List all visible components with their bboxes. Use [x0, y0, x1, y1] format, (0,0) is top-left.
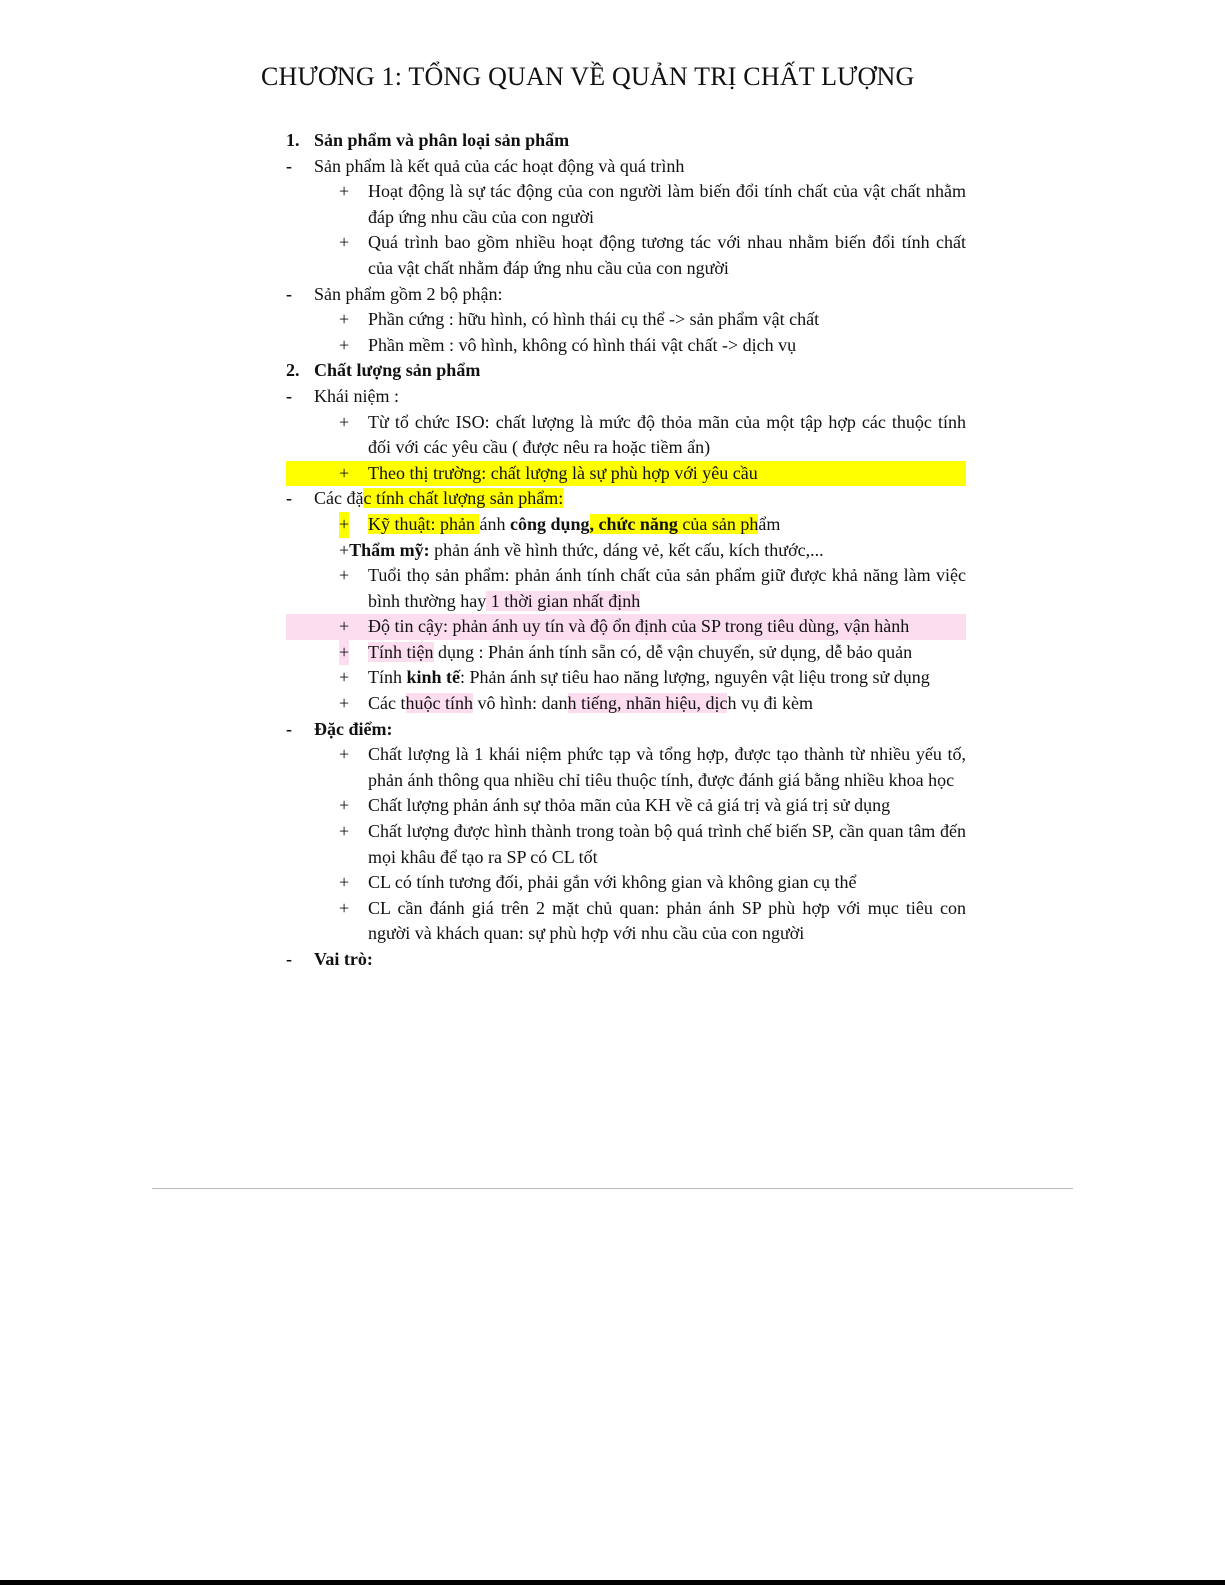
- highlighted-sub-list-item: [286, 614, 966, 640]
- plus-bullet: +: [339, 565, 350, 586]
- highlighted-text: 1 thời gian nhất định: [486, 590, 641, 611]
- sub-list-item: [286, 333, 966, 359]
- item-text: Sản phẩm gồm 2 bộ phận:: [314, 283, 503, 304]
- item-text: Từ tổ chức ISO: chất lượng là mức độ thỏa mãn của một tập hợp các thuộc tính đối với các yêu cầu ( được nêu ra hoặc tiềm ẩn): [368, 411, 966, 458]
- sub-list-item: [286, 870, 966, 896]
- highlighted-text: huộc tính: [405, 693, 473, 714]
- item-text: CL có tính tương đối, phải gắn với không gian và không gian cụ thể: [368, 872, 857, 893]
- dash-bullet: -: [286, 949, 292, 969]
- item-text-prefix: Các đặ: [314, 488, 364, 509]
- item-text: h vụ đi kèm: [727, 693, 813, 714]
- section-heading-2: [286, 358, 966, 384]
- item-text: Sản phẩm là kết quả của các hoạt động và quá trình: [314, 155, 685, 176]
- item-text: Quá trình bao gồm nhiều hoạt động tương tác với nhau nhằm biến đổi tính chất của vật chất nhằm đáp ứng nhu cầu của con người: [368, 232, 966, 278]
- highlighted-sub-list-item: [286, 461, 966, 487]
- list-item: [286, 947, 966, 973]
- plus-bullet: +: [339, 640, 349, 666]
- sub-list-item: [286, 742, 966, 793]
- list-item: [286, 717, 966, 743]
- sub-list-item: [286, 230, 966, 281]
- item-text: ẩm: [758, 513, 781, 534]
- dash-bullet: -: [286, 283, 292, 304]
- highlighted-text: Tính tiện: [368, 641, 434, 662]
- item-text: Hoạt động là sự tác động của con người làm biến đổi tính chất của vật chất nhằm đáp ứng nhu cầu của con người: [368, 181, 966, 227]
- sub-list-item: [286, 538, 966, 564]
- item-text: Tính: [368, 667, 407, 688]
- item-text: Chất lượng phản ánh sự thỏa mãn của KH về cả giá trị và giá trị sử dụng: [368, 795, 891, 816]
- page-title: CHƯƠNG 1: TỔNG QUAN VỀ QUẢN TRỊ CHẤT LƯỢNG: [261, 62, 915, 91]
- item-text: Vai trò:: [314, 949, 373, 969]
- plus-bullet: +: [339, 744, 350, 765]
- dash-bullet: -: [286, 155, 292, 176]
- list-item: [286, 384, 966, 410]
- sub-list-item: [286, 640, 966, 666]
- item-text: Phần mềm : vô hình, không có hình thái vật chất -> dịch vụ: [368, 334, 797, 355]
- plus-bullet: +: [339, 539, 350, 560]
- plus-bullet: +: [339, 232, 350, 253]
- section-title: Sản phẩm và phân loại sản phẩm: [314, 130, 570, 150]
- plus-bullet: +: [339, 693, 350, 714]
- highlighted-text: Kỹ thuật: phản: [368, 513, 480, 534]
- item-text: Theo thị trường: chất lượng là sự phù hợp với yêu cầu: [368, 462, 758, 483]
- sub-list-item: [286, 307, 966, 333]
- item-text: ánh: [479, 513, 510, 534]
- section-number: 1.: [286, 130, 300, 150]
- bottom-edge-bar: [0, 1580, 1225, 1585]
- sub-list-item: [286, 793, 966, 819]
- sub-list-item: [286, 410, 966, 461]
- dash-bullet: -: [286, 385, 292, 406]
- item-text: phản ánh về hình thức, dáng vẻ, kết cấu, kích thước,...: [429, 539, 824, 560]
- plus-bullet: +: [339, 795, 350, 816]
- plus-bullet: +: [339, 334, 350, 355]
- item-text: Phần cứng : hữu hình, có hình thái cụ thể -> sản phẩm vật chất: [368, 309, 820, 330]
- list-item: [286, 154, 966, 180]
- item-text: dụng : Phản ánh tính sẵn có, dễ vận chuyển, sử dụng, dễ bảo quản: [433, 641, 913, 662]
- item-text: Khái niệm :: [314, 385, 399, 406]
- section-heading-1: [286, 128, 966, 154]
- item-text: Độ tin cậy: phản ánh uy tín và độ ổn định của SP trong tiêu dùng, vận hành: [368, 616, 910, 637]
- bold-highlighted-text: , chức năng: [589, 513, 678, 534]
- item-text: Tuổi thọ sản phẩm: phản ánh tính chất của sản phẩm giữ được khả năng làm việc bình thường hay: [368, 565, 966, 611]
- section-number: 2.: [286, 360, 300, 381]
- dash-bullet: -: [286, 718, 292, 739]
- page-break-divider: [152, 1188, 1073, 1189]
- item-text: : Phản ánh sự tiêu hao năng lượng, nguyên vật liệu trong sử dụng: [460, 667, 930, 688]
- sub-list-item: [286, 179, 966, 230]
- plus-bullet: +: [339, 512, 349, 538]
- sub-list-item: [286, 563, 966, 614]
- plus-bullet: +: [339, 181, 350, 202]
- item-text: Chất lượng được hình thành trong toàn bộ quá trình chế biến SP, cần quan tâm đến mọi khâu để tạo ra SP có CL tốt: [368, 821, 966, 867]
- sub-list-item: [286, 819, 966, 870]
- list-item: [286, 486, 966, 512]
- section-title: Chất lượng sản phẩm: [314, 360, 481, 381]
- bold-text: Thẩm mỹ:: [349, 539, 430, 560]
- highlighted-text: h tiếng, nhãn hiệu, dịc: [567, 693, 728, 714]
- list-item: [286, 282, 966, 308]
- plus-bullet: +: [339, 872, 350, 893]
- item-text: Đặc điểm:: [314, 718, 393, 739]
- sub-list-item: [286, 665, 966, 691]
- item-text: Các t: [368, 693, 406, 714]
- highlighted-text: của sản ph: [677, 513, 759, 534]
- sub-list-item: [286, 896, 966, 947]
- plus-bullet: +: [339, 411, 350, 432]
- plus-bullet: +: [339, 309, 350, 330]
- bold-text: công dụng: [509, 513, 590, 534]
- plus-bullet: +: [339, 616, 350, 637]
- highlighted-text: c tính chất lượng sản phẩm:: [363, 488, 564, 509]
- plus-bullet: +: [339, 462, 350, 483]
- plus-bullet: +: [339, 821, 350, 842]
- sub-list-item: [286, 512, 966, 538]
- item-text: CL cần đánh giá trên 2 mặt chủ quan: phản ánh SP phù hợp với mục tiêu con người và khách quan: sự phù hợp với nhu cầu của con người: [368, 897, 966, 944]
- plus-bullet: +: [339, 667, 350, 688]
- item-text: vô hình: dan: [473, 693, 568, 714]
- plus-bullet: +: [339, 897, 350, 918]
- dash-bullet: -: [286, 488, 292, 509]
- document-body: [286, 128, 966, 973]
- sub-list-item: [286, 691, 966, 717]
- item-text: Chất lượng là 1 khái niệm phức tạp và tổng hợp, được tạo thành từ nhiều yếu tố, phản ánh thông qua nhiều chỉ tiêu thuộc tính, được đánh giá bằng nhiều khoa học: [368, 744, 966, 790]
- bold-text: kinh tế: [406, 667, 461, 688]
